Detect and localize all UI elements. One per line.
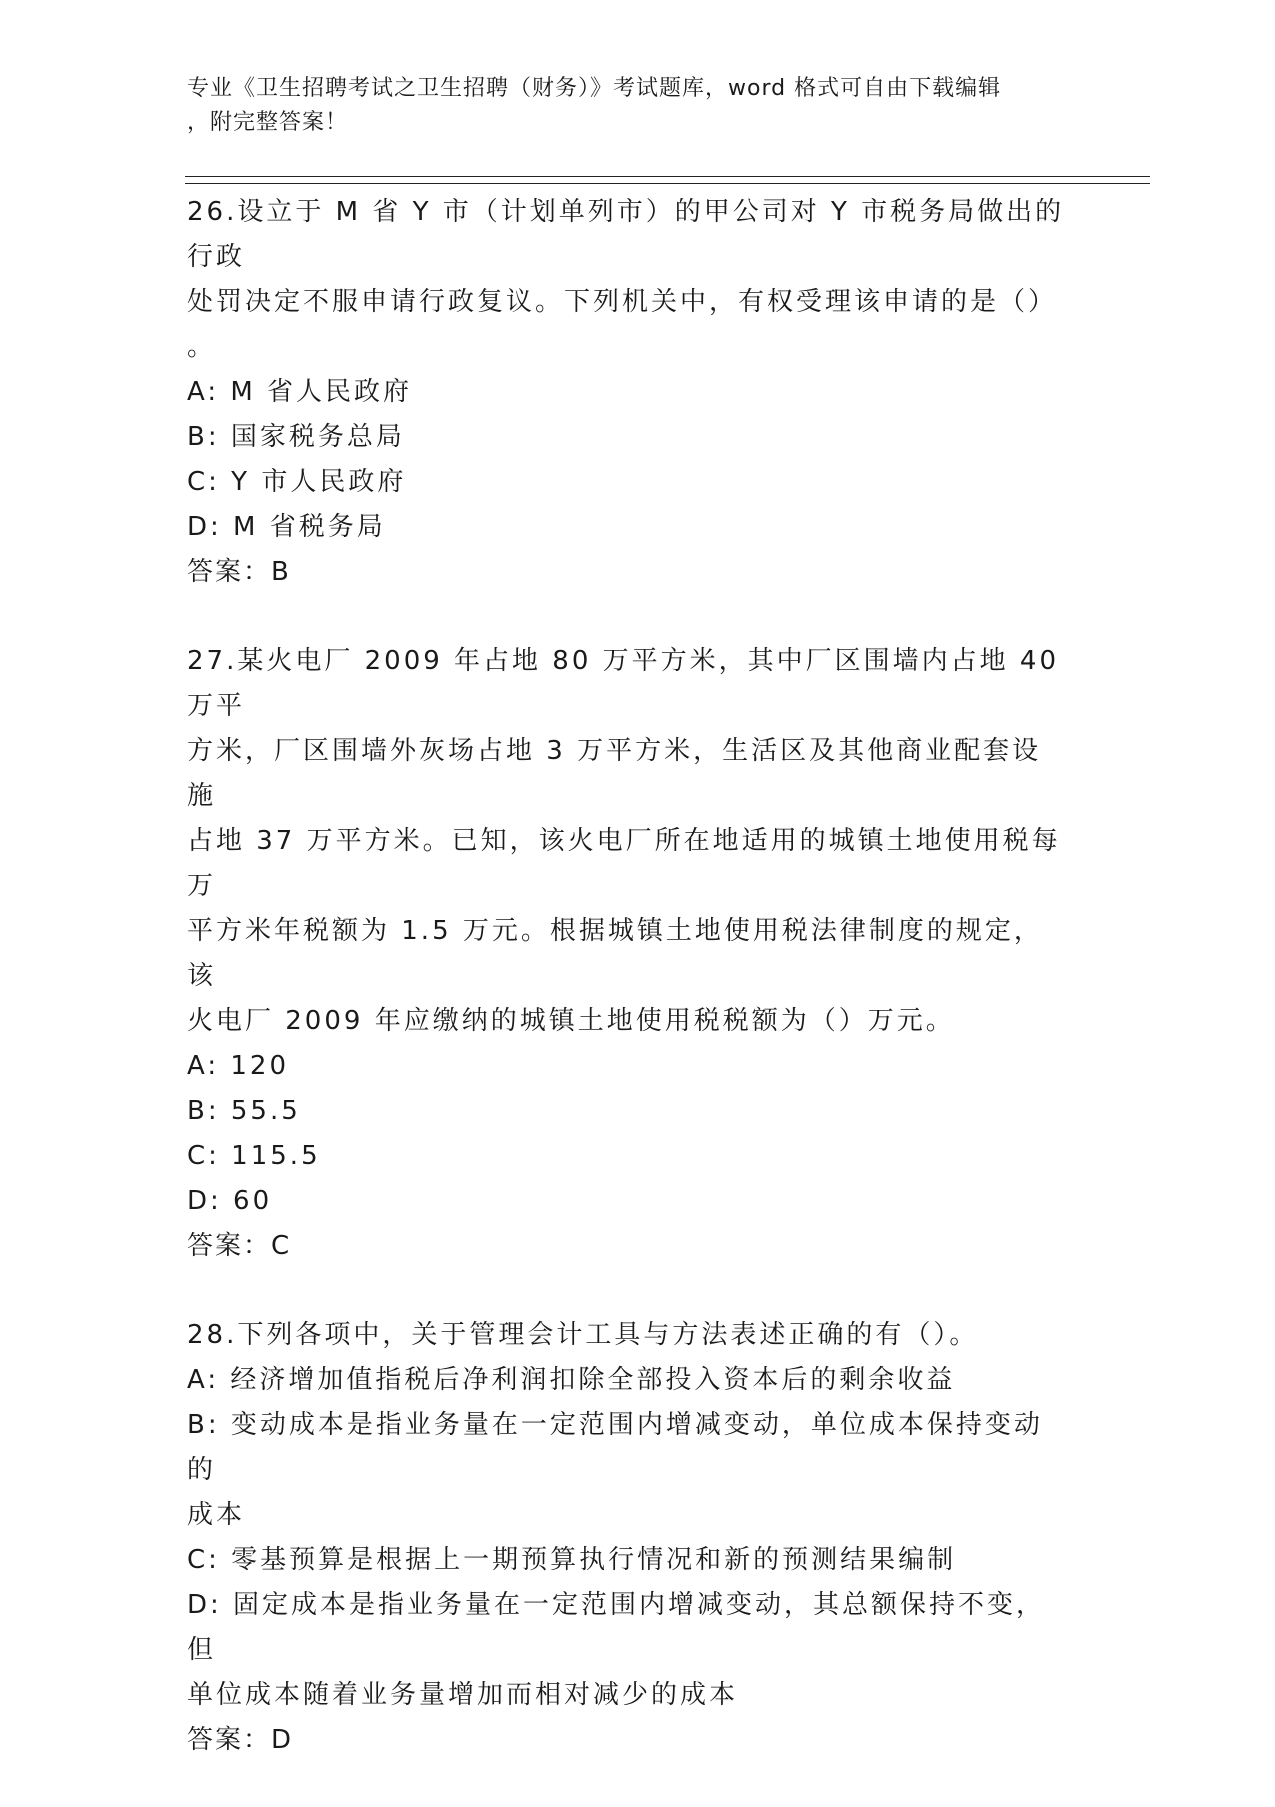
option-c: C: 零基预算是根据上一期预算执行情况和新的预测结果编制	[187, 1545, 957, 1575]
option-d: D: 60	[187, 1186, 273, 1216]
question-stem-line: 处罚决定不服申请行政复议。下列机关中，有权受理该申请的是（）	[187, 287, 1058, 317]
question-stem-line: 火电厂 2009 年应缴纳的城镇土地使用税税额为（）万元。	[187, 1006, 955, 1036]
option-a: A: 经济增加值指税后净利润扣除全部投入资本后的剩余收益	[187, 1365, 956, 1395]
question-stem-line: 27.某火电厂 2009 年占地 80 万平方米，其中厂区围墙内占地 40 万平	[187, 646, 1071, 721]
question-stem-line: 。	[187, 332, 217, 362]
question-list	[187, 190, 1071, 1807]
option-d: D: M 省税务局	[187, 512, 386, 542]
answer-label: 答案：C	[187, 1231, 292, 1261]
answer-label: 答案：D	[187, 1725, 294, 1755]
header-divider	[185, 176, 1150, 184]
option-a: A: M 省人民政府	[187, 377, 413, 407]
option-b: B: 55.5	[187, 1096, 301, 1126]
question-28	[187, 1313, 1067, 1763]
question-stem-line: 平方米年税额为 1.5 万元。根据城镇土地使用税法律制度的规定，该	[187, 916, 1043, 991]
header-line-1: 专业《卫生招聘考试之卫生招聘（财务）》考试题库，word 格式可自由下载编辑	[187, 76, 1002, 101]
question-26	[187, 190, 1067, 595]
question-stem-line: 占地 37 万平方米。已知，该火电厂所在地适用的城镇土地使用税每万	[187, 826, 1061, 901]
option-b: B: 变动成本是指业务量在一定范围内增减变动，单位成本保持变动的 成本	[187, 1410, 1043, 1530]
option-d: D: 固定成本是指业务量在一定范围内增减变动，其总额保持不变，但 单位成本随着业务量增加而相对减少的成本	[187, 1590, 1046, 1710]
option-a: A: 120	[187, 1051, 289, 1081]
question-stem-line: 28.下列各项中，关于管理会计工具与方法表述正确的有（）。	[187, 1320, 979, 1350]
option-b: B: 国家税务总局	[187, 422, 405, 452]
answer-label: 答案：B	[187, 557, 291, 587]
question-27	[187, 639, 1071, 1269]
document-header	[187, 72, 1087, 140]
header-line-2: ，附完整答案！	[187, 110, 349, 135]
question-stem-line: 方米，厂区围墙外灰场占地 3 万平方米，生活区及其他商业配套设施	[187, 736, 1042, 811]
option-c: C: 115.5	[187, 1141, 321, 1171]
question-stem-line: 26.设立于 M 省 Y 市（计划单列市）的甲公司对 Y 市税务局做出的行政	[187, 197, 1065, 272]
option-c: C: Y 市人民政府	[187, 467, 407, 497]
